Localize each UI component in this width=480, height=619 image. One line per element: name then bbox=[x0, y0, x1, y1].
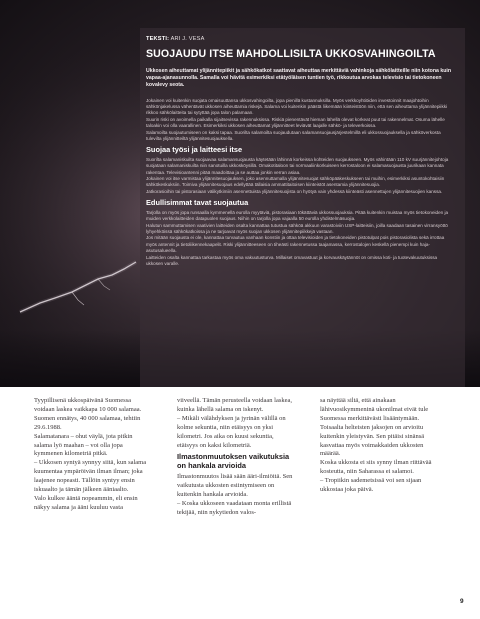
column-paragraph: sa näyttää siltä, että ainakaan lähivuosikymmeninä ukonilmat eivät tule Suomessa merkittävästi lisääntymään. bbox=[320, 397, 429, 422]
byline bbox=[146, 36, 455, 42]
body-paragraph: Jatkorasioihin tai pistorasiaan välikytkimiin asennettuista ylijännitesuojista on hyötyä vain yhdessä kiinteästi asennettujen ylijännitesuojien kanssa. bbox=[146, 188, 443, 194]
body-paragraph: Jos mitään suojausta ei ole, kannattaa turvautua vanhaan konstiin ja ottaa televisioiden ja tietokoneiden pistotulpat pois pistorasiolista sekä irrottaa myös antennit ja tietoliikennekaapelit. Riski ylijännitteeseen on tiheästi rakennetussa taajamassa, kerrostalojen keskellä pienempi kuin haja-asutusalueella. bbox=[146, 235, 445, 254]
body-paragraph: Jokainen voi kuitenkin suojata omaisuuttansa ukkosvahingoilta, jopa pienillä kustannuksilla. Myös verkkoyhtiöiden investoinnit maajohtoihin sähkönjakelussa vähentävät ukkosen aiheuttamia riskejä. Salama voi kuitenkin päästä liikemään kiinteistöön niin, että sen aiheuttama ylijännitepiikki rikkoo sähkölaitteita tai sytyttää jopa talon palamaan. bbox=[146, 97, 448, 116]
body-paragraph: Suorilta salamaniskuilta suojaavaa salamansuojausta käytetään lähinnä korkeissa kohteiden suojaukseen. Myös vähintään 110 kV suurjännitejohtoja suojataan salamaniskuilta niin sanotuilla ukkosköysillä. Omakotitaloon tai normaaliinkorkuiseen kerrostaloon ei salamasuojausta juurikaan kannata rakentaa. Televisioantenni pitää maadoittaa ja se auttaa jonkin verran asiaa. bbox=[146, 156, 449, 175]
body-paragraph: Laitteiden osalta kannattaa tarkastaa myös oma vakuutusturva. Millaiset omavastuut ja korvauskäytännöt on omissa koti- ja tuotevakuutuksissa ukkosen varalle. bbox=[146, 254, 438, 266]
article-lead: Ukkosen aiheuttamat ylijännitepiikit ja sähkökatkot saattavat aiheuttaa merkittäviä vahinkoja sähkölaitteille niin kotona kuin vapaa-ajanasunnolla. Samalla voi hävitä esimerkiksi etätyöläisen tuntien työ, rikkoutua arvokas televisio tai tietokoneen kovalevy seota. bbox=[146, 68, 452, 89]
article-text-panel bbox=[140, 28, 465, 387]
column-paragraph: Toisaalta helteisten jaksojen on arvioitu kuitenkin yleistyvän. Sen pitäisi sinänsä kasvattaa myös voimakkaiden ukkosten määrää. bbox=[320, 423, 425, 458]
column-paragraph: Ilmastonmuutos lisää sään ääri-ilmiöitä. Sen vaikutusta ukkosten esiintymiseen on kuitenkin hankala arvioida. bbox=[177, 473, 293, 498]
column-paragraph: – Tropiikin sademetsissä voi sen sijaan ukkostaa joka päivä. bbox=[320, 477, 422, 494]
body-paragraph: Tarjolla on myös jopa runsaalla kymmenellä eurolla myytäviä, pistorasiaan tökättäviä ukkossuojauksia. Pitää kuitenkin muistaa myös tietokoneiden ja muiden verkkolaitteiden datapuolen suojaus. Niihin on tarjolla jopa vajaalla 50 eurolla yhdistelmäsuojia. bbox=[146, 209, 449, 222]
body-paragraph: Jokainen voi itse varmistaa ylijännitesuojauksen, joko asennuttamalla ylijännitesuojat sähköpääkeskukseen tai muihin, esimerkiksi asuntokohtaisiin sähkökeskuksiin. Toimiva ylijännitesuojaus edellyttää tällaisia ammattitaitoisen kiinteistöt asentamia ylijännitesuojia. bbox=[146, 176, 445, 188]
section-heading: Edullisimmat tavat suojautua bbox=[146, 198, 249, 208]
column-subheading: Ilmastonmuutoksen vaikutuksia on hankala arvioida bbox=[177, 452, 290, 471]
body-paragraph: Salamoilta suojautumiseen on kaksi tapaa. Suorilta salamoilta suojaudutaan salamansuojausjärjestelmillä eli ukkossuojauksella ja sähköverkosta tulevilta ylijännitteiltä ylijännitesuojauksella. bbox=[146, 129, 441, 142]
column-paragraph: – Mikäli välähdyksen ja jyrinän välillä on kolme sekuntia, niin etäisyys on yksi kilometri. Jos aika on kuusi sekuntia, etäisyys on kaksi kilometriä. bbox=[177, 414, 286, 449]
byline-label: TEKSTI: bbox=[146, 36, 170, 42]
column-paragraph: viiveellä. Tämän perusteella voidaan laskea, kuinka lähellä salama on iskenyt. bbox=[177, 397, 293, 413]
body-paragraph: Halutun sammuttamisen vaativien laitteiden osalta kannattaa tutustua sähköä akkuun varastoiviin USP-laitteisiin, joilla saadaan tasainen virransyöttö lyhyehköissä sähkökatkoissa ja ne tarjoavat myös suojan ukkosen ylijännitepiikkejä vastaan. bbox=[146, 222, 448, 234]
text-column-3 bbox=[320, 397, 438, 495]
column-paragraph: – Koska ukkoseen vaadataan monta erillistä tekijää, niin nykytiedon valos- bbox=[177, 499, 292, 516]
text-column-1 bbox=[34, 397, 152, 513]
column-paragraph: – Ukkosen syntyä synnyy siitä, kun salama kuumentaa ympäröivän ilman ilman; joka laajenee nopeasti. Tällöin syntyy ensin iskuaalto ja tämän jälkeen ääniaalto. bbox=[34, 459, 147, 494]
column-paragraph: Valo kulkee ääntä nopeammin, eli ensin näkyy salama ja ääni kuuluu vasta bbox=[34, 494, 138, 511]
body-paragraph: Suurin riski on avoimella paikalla sijaitsevissa rakennuksissa. Riskiä pienentävät hieman lähellä olevat korkeat puut tai rakennelmat. Osuma lähelle taloakin voi olla vaarallinen. Esimerkiksi ukkosen aiheuttamat ylijännitteet leviävät laajalle sähkö- ja televerkoissa. bbox=[146, 116, 445, 129]
column-paragraph: Salamatanara – ohut väylä, jota pitkin salama lyö maahan – voi olla jopa kymmenen kilometriä pitkä. bbox=[34, 432, 133, 458]
page-number: 9 bbox=[460, 598, 464, 605]
section-heading: Suojaa työsi ja laitteesi itse bbox=[146, 145, 243, 155]
article-headline: SUOJAUDU ITSE MAHDOLLISILTA UKKOSVAHINGOILTA bbox=[146, 48, 436, 60]
article-body bbox=[146, 98, 455, 268]
text-column-2 bbox=[177, 397, 295, 518]
column-paragraph: Koska ukkosta ei siis synny ilman riittävää kosteutta, niin Saharassa ei salamoi. bbox=[320, 459, 432, 476]
byline-author: ARI J. VESA bbox=[170, 36, 205, 42]
column-paragraph: Tyypillisenä ukkospäivänä Suomessa voidaan laskea vaikkapa 10 000 salamaa. Suomen ennätys, 40 000 salamaa, tehtiin 29.6.1988. bbox=[34, 397, 142, 431]
